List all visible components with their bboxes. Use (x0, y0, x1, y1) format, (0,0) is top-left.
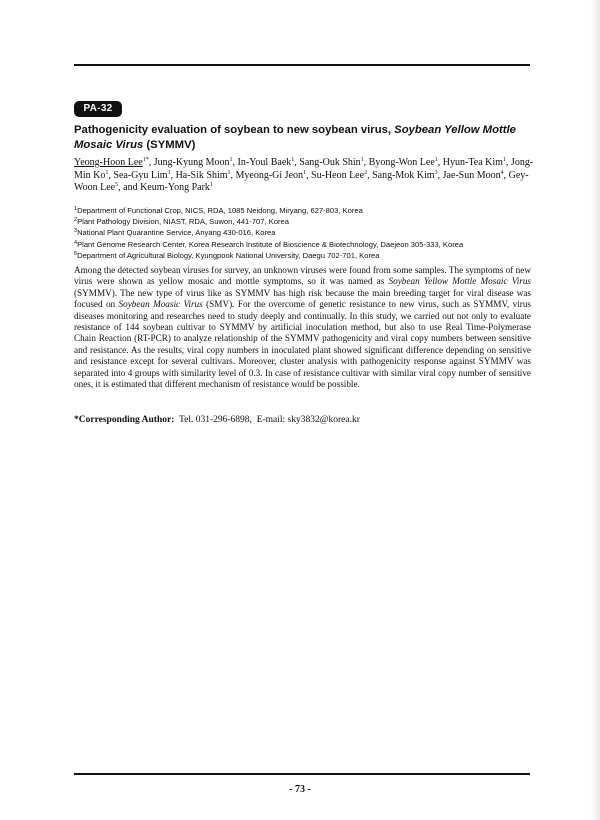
author-name: Byong-Won Lee (368, 157, 435, 168)
affiliation-text: Department of Agricultural Biology, Kyungpook National University, Daegu 702-701, Korea (77, 250, 380, 260)
corresponding-email: E-mail: sky3832@korea.kr (256, 415, 360, 425)
author-affiliation-mark: 1 (360, 157, 364, 163)
abstract-text-3: (SMV). For the overcome of genetic resistance to new virus, such as SYMMV, virus diseases monitoring and researches need to study deeply and continually. In this study, we carried out not only to evaluate resistance of 144 soybean cultivar to SYMMV by artificial inoculation method, but also to use Real Time-Polymerase Chain Reaction (RT-PCR) to analyze relationship of the SYMMV pathogenicity and viral copy numbers between sensitive and resistance. As the results, viral copy numbers in inoculated plant showed significant difference depending on sensitive and resistance except for several cultivars. Moreover, cluster analysis with pathogenicity response against SYMMV was separated into 4 groups with similarity level of 0.3. In case of resistance cultivar with similar viral copy number of sensitive ones, it is estimated that different mechanism of resistance would be possible. (74, 299, 531, 390)
abstract-text-2: (SYMMV). The new type of virus like as SYMMV has high risk because the main breeding target for viral disease was focused on (74, 287, 531, 310)
affiliation-number: 1 (74, 206, 78, 212)
author-name: Sang-Mok Kim (372, 169, 435, 181)
affiliation-text: Plant Genome Research Center, Korea Research Institute of Bioscience & Biotechnology, Daejeon 305-333, Korea (77, 239, 464, 249)
author-affiliation-mark: 1 (502, 157, 506, 163)
author-affiliation-mark: 1 (303, 169, 307, 176)
abstract-virus-name-2: Soybean Moasic Virus (118, 299, 203, 310)
page-number: - 73 - (289, 784, 311, 795)
affiliation-line (74, 227, 539, 238)
author-name: Sang-Ouk Shin (299, 157, 361, 168)
affiliation-line (74, 205, 539, 216)
author-affiliation-mark: 1 (434, 157, 438, 163)
abstract-id-badge: PA-32 (74, 101, 122, 117)
author-affiliation-mark: 1 (227, 169, 231, 176)
footer-rule (74, 773, 530, 775)
affiliation-text: Plant Pathology Division, NIAST, RDA, Suwon, 441-707, Korea (77, 217, 289, 227)
author-affiliation-mark: 4 (500, 169, 504, 176)
author-name: Yeong-Hoon Lee (74, 157, 143, 168)
page-edge-shadow (590, 0, 600, 820)
author-name: Jung-Kyung Moon (153, 157, 230, 168)
affiliation-line (74, 250, 539, 261)
affiliation-number: 3 (74, 228, 78, 235)
author-affiliation-mark: 1 (229, 157, 233, 163)
author-affiliation-mark: 1 (291, 157, 295, 163)
affiliation-number: 2 (74, 217, 78, 224)
header-rule (74, 64, 530, 66)
author-name: Myeong-Gi Jeon (235, 169, 304, 181)
author-name: Jong-Min Ko (74, 157, 534, 181)
author-name: Keum-Yong Park (140, 182, 210, 193)
title-part2: (SYMMV) (143, 139, 196, 151)
affiliation-line (74, 239, 539, 250)
affiliation-number: 5 (74, 250, 78, 257)
author-name: Sea-Gyu Lim (113, 169, 168, 181)
author-name: Su-Heon Lee (311, 169, 365, 181)
author-affiliation-mark: 3 (434, 169, 438, 176)
author-affiliation-mark: 5 (115, 182, 119, 188)
abstract-text-1: Among the detected soybean viruses for survey, an unknown viruses were found from some samples. The symptoms of new virus were shown as yellow mosaic and mottle symptoms, so it was named as (74, 265, 531, 287)
corresponding-label: *Corresponding Author: (74, 415, 175, 425)
author-affiliation-mark: 1 (209, 182, 213, 188)
affiliation-list (74, 205, 539, 261)
author-list: Yeong-Hoon Lee$^{1*}$, Jung-Kyung Moon$^1$, In-Youl Baek$^1$, Sang-Ouk Shin$^1$, Byong-Won Lee$^1$, Hyun-Tea Kim$^1$, Jong-Min Ko$^1$, Sea-Gyu Lim$^1$, Ha-Sik Shim$^1$, Myeong-Gi Jeon$^1$, Su-Heon Lee$^2$, Sang-Mok Kim$^3$, Jae-Sun Moon$^4$, Gey-Woon Lee$^5$, and Keum-Yong Park$^1$ (74, 157, 534, 193)
author-name: In-Youl Baek (237, 157, 292, 168)
author-name: Hyun-Tea Kim (442, 157, 503, 168)
affiliation-text: National Plant Quarantine Service, Anyang 430-016, Korea (77, 228, 276, 238)
author-affiliation-mark: 1 (105, 169, 109, 176)
author-affiliation-mark: 1* (142, 157, 149, 163)
abstract-virus-name-1: Soybean Yellow Mottle Mosaic Virus (388, 276, 531, 287)
abstract-body (74, 265, 531, 390)
affiliation-number: 4 (74, 239, 78, 246)
author-name: Jae-Sun Moon (442, 169, 501, 181)
author-name: Gey-Woon Lee (74, 169, 529, 193)
author-name: Ha-Sik Shim (175, 169, 228, 181)
paper-title (74, 123, 534, 153)
author-affiliation-mark: 1 (167, 169, 171, 176)
corresponding-tel: Tel. 031-296-6898, (178, 415, 252, 425)
corresponding-author (74, 414, 530, 426)
affiliation-line (74, 216, 539, 227)
author-affiliation-mark: 2 (364, 169, 368, 176)
title-virus-name: Soybean Yellow Mottle Mosaic Virus (74, 124, 516, 151)
title-part1: Pathogenicity evaluation of soybean to new soybean virus, (74, 124, 395, 136)
affiliation-text: Department of Functional Crop, NICS, RDA, 1085 Neidong, Miryang, 627-803, Korea (77, 206, 363, 215)
